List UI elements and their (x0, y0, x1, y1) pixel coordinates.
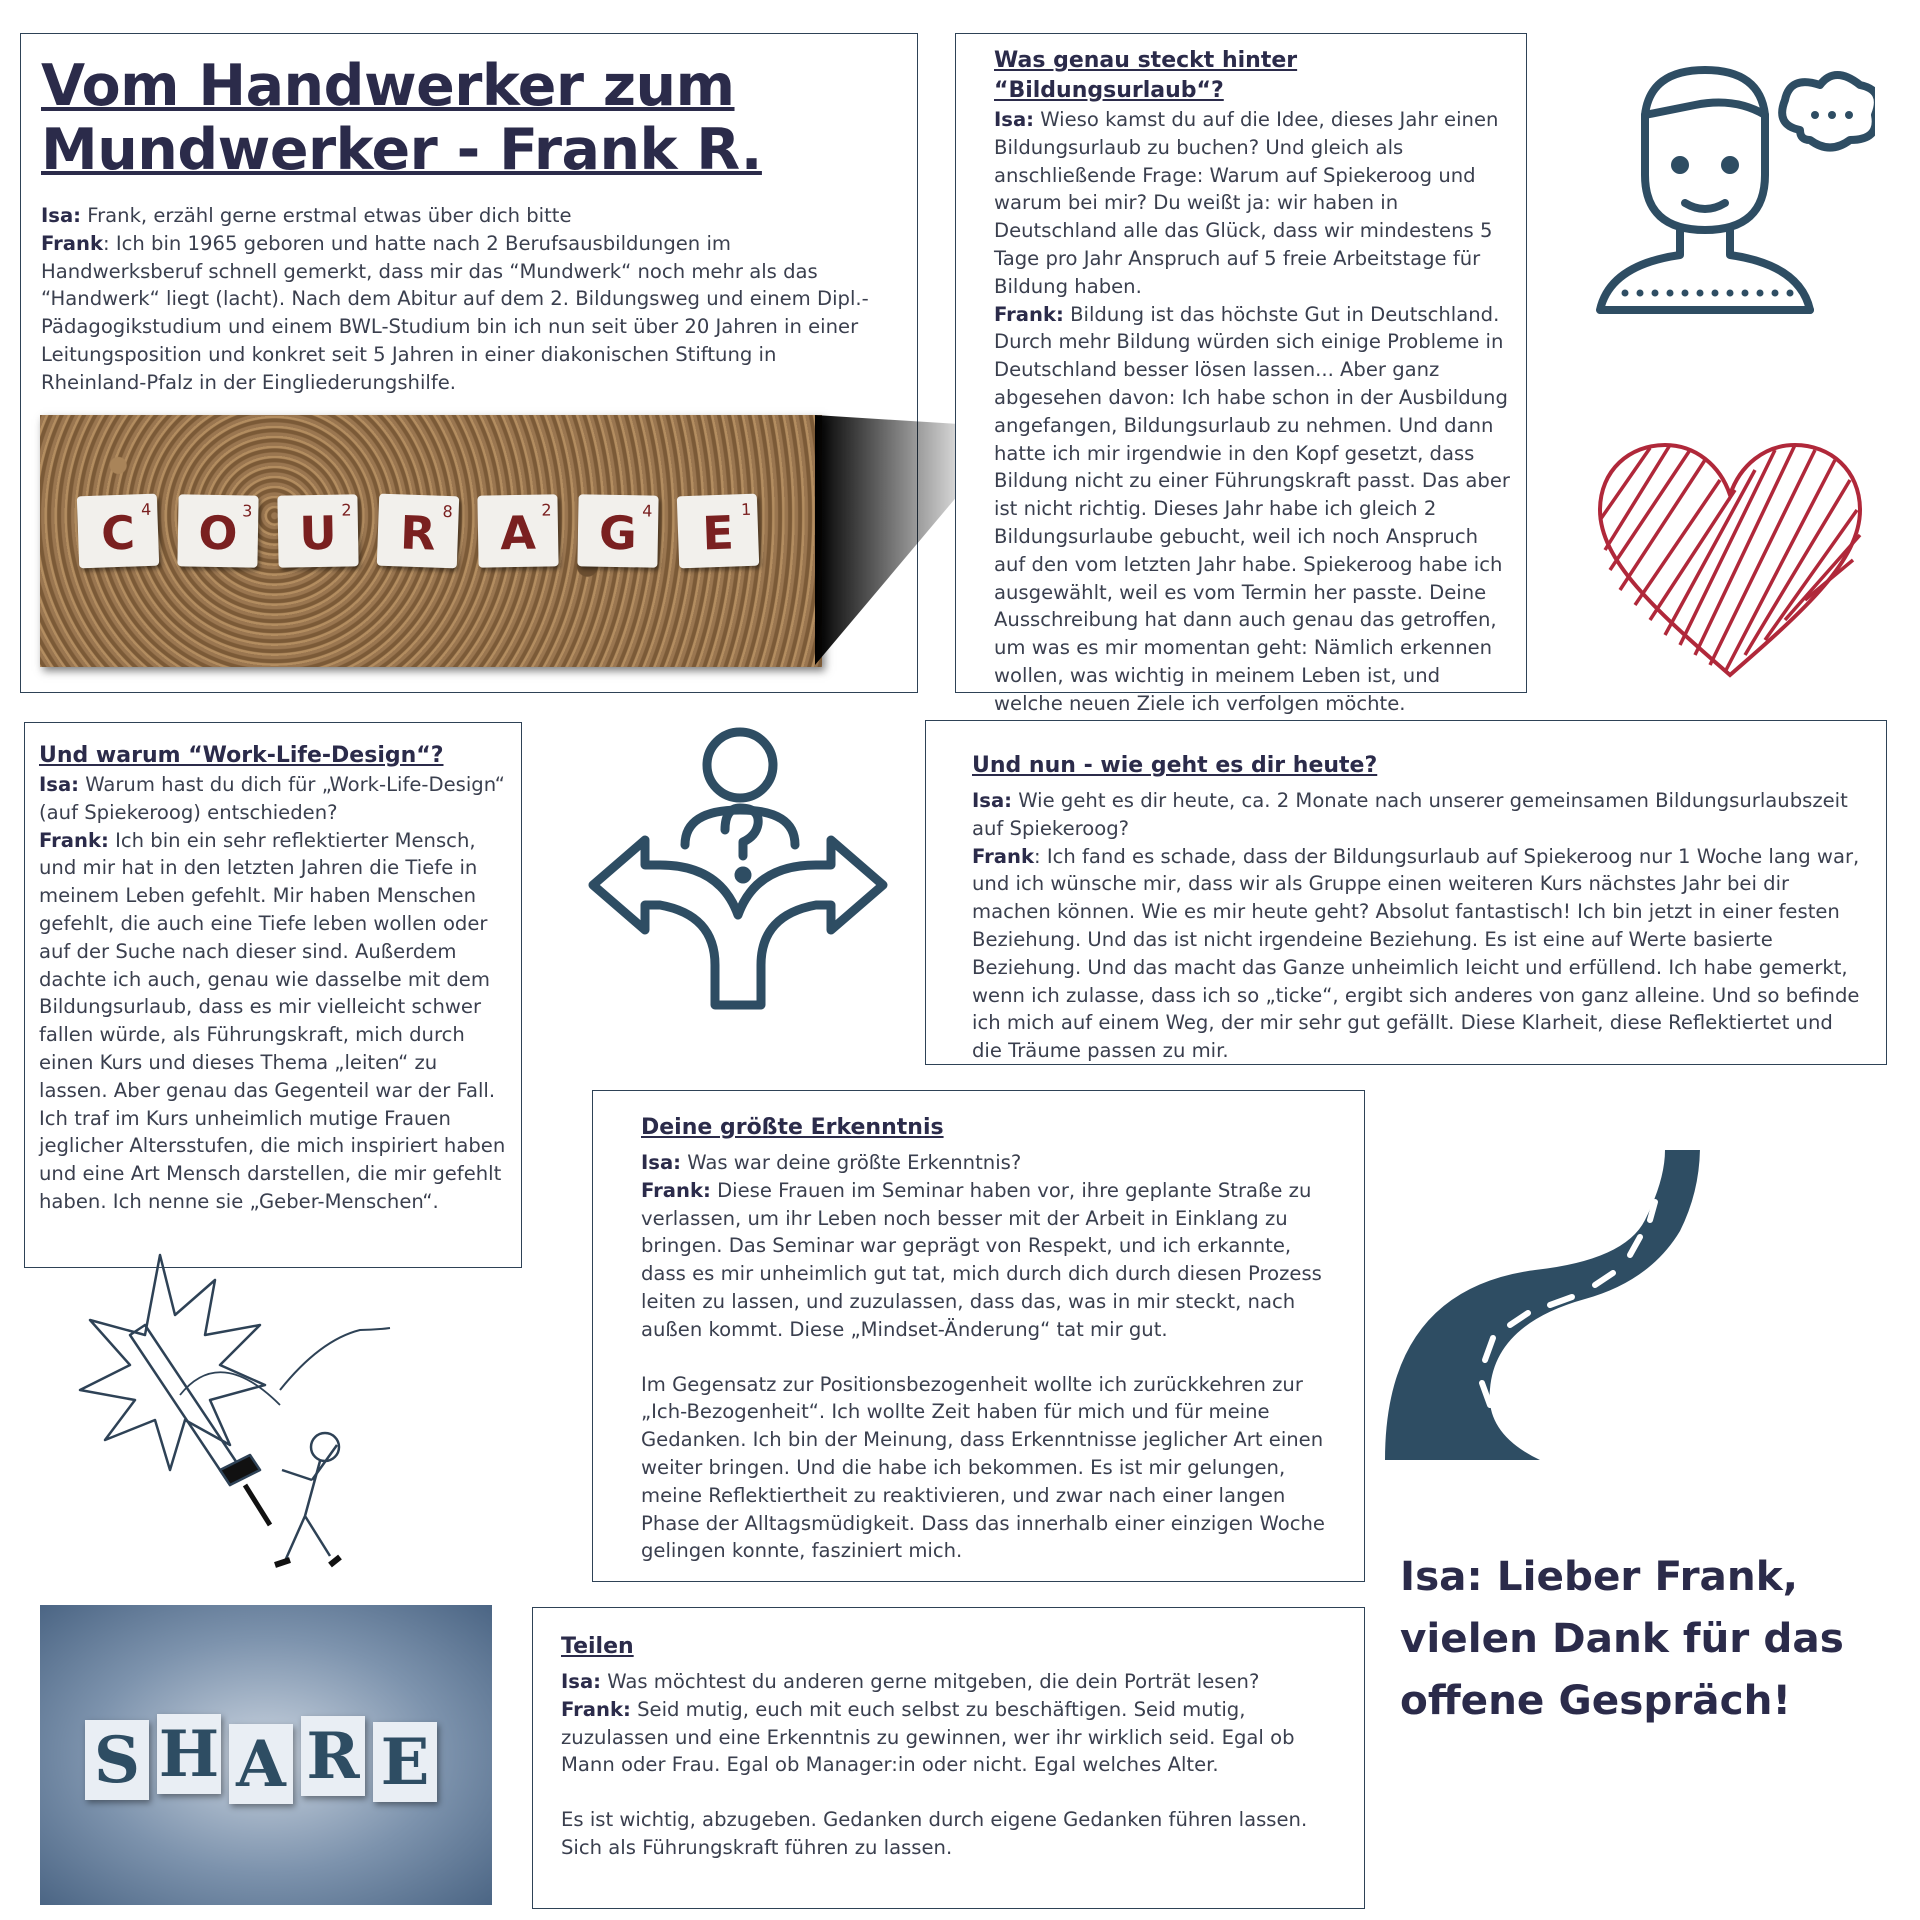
teilen-para2: Es ist wichtig, abzugeben. Gedanken durch eigene Gedanken führen lassen. Sich als Führungskraft führen zu lassen. (561, 1808, 1308, 1859)
sword-hero-icon (50, 1235, 400, 1585)
heute-heading: Und nun - wie geht es dir heute? (972, 753, 1378, 778)
courage-tile: A 2 (477, 494, 558, 567)
erkenntnis-text: Isa: Was war deine größte Erkenntnis? Frank: Diese Frauen im Seminar haben vor, ihre geplante Straße zu verlassen, um ihr Leben noch besser mit der Arbeit in Einklang zu bringen. Das Seminar war geprägt von Respekt, und ich erkannte, dass es mir unheimlich gut tat, mich durch dich durch diesen Prozess leiten zu lassen, und zuzulassen, dass das, was in mir steckt, nach außen kommt. Diese „Mindset-Änderung“ tat mir gut. (641, 1151, 1322, 1341)
teilen-text: Isa: Was möchtest du anderen gerne mitgeben, die dein Porträt lesen? Frank: Seid mutig, euch mit euch selbst zu beschäftigen. Seid mutig, zuzulassen und eine Erkenntnis zu gewinnen, wer ihr wirklich seid. Egal ob Mann oder Frau. Egal ob Manager:in oder nicht. Egal welches Alter. (561, 1670, 1295, 1777)
shadow-wedge (815, 415, 975, 670)
courage-tile: G 4 (577, 494, 658, 567)
bildungsurlaub-heading: Was genau steckt hinter “Bildungsurlaub“? (994, 48, 1298, 103)
share-letter: S (85, 1720, 149, 1800)
closing-message: Isa: Lieber Frank, vielen Dank für das offene Gespräch! (1400, 1552, 1844, 1724)
decision-arrows-icon (585, 725, 895, 1010)
share-letter: H (157, 1714, 221, 1794)
worklife-panel (24, 722, 522, 1268)
intro-text: Isa: Frank, erzähl gerne erstmal etwas über dich bitte Frank: Ich bin 1965 geboren und hatte nach 2 Berufsausbildungen im Handwerksberuf schnell gemerkt, dass mir das “Mundwerk“ noch mehr als das “Handwerk“ liegt (lacht). Nach dem Abitur auf dem 2. Bildungsweg und einem Dipl.-Pädagogikstudium und einem BWL-Studium bin ich nun seit über 20 Jahren in einer Leitungsposition und konkret seit 5 Jahren in einer diakonischen Stiftung in Rheinland-Pfalz in der Eingliederungshilfe. (41, 204, 869, 394)
erkenntnis-heading: Deine größte Erkenntnis (641, 1115, 944, 1140)
courage-tile: O 3 (177, 494, 258, 567)
bildungsurlaub-panel (955, 33, 1527, 715)
person-thinking-icon (1595, 55, 1875, 325)
worklife-text: Isa: Warum hast du dich für „Work-Life-Design“ (auf Spiekeroog) entschieden? Frank: Ich bin ein sehr reflektierter Mensch, und mir hat in den letzten Jahren die Tiefe in meinem Leben gefehlt. Mir haben Menschen gefehlt, die auch eine Tiefe leben wollen oder auf der Suche nach dieser sind. Außerdem dachte ich auch, genau wie dasselbe mit dem Bildungsurlaub, dass es mir vielleicht schwer fallen würde, als Führungskraft, mich durch einen Kurs und dieses Thema „leiten“ zu lassen. Aber genau das Gegenteil war der Fall. Ich traf im Kurs unheimlich mutige Frauen jeglicher Altersstufen, die mich inspiriert haben und eine Art Mensch darstellen, die mir gefehlt haben. Ich nenne sie „Geber-Menschen“. (39, 773, 506, 1213)
share-letter: A (229, 1724, 293, 1804)
courage-tile: U 2 (277, 494, 358, 567)
teilen-heading: Teilen (561, 1634, 634, 1659)
courage-image (40, 415, 822, 667)
share-image (40, 1605, 492, 1905)
erkenntnis-panel (592, 1090, 1365, 1582)
heart-icon (1595, 440, 1865, 690)
courage-tile: E 1 (677, 494, 759, 569)
teilen-panel (532, 1607, 1365, 1909)
share-letter: R (301, 1716, 365, 1796)
road-icon (1385, 1150, 1785, 1460)
erkenntnis-para2: Im Gegensatz zur Positionsbezogenheit wollte ich zurückkehren zur „Ich-Bezogenheit“. Ich wollte Zeit haben für mich und für meine Gedanken. Ich bin der Meinung, dass Erkenntnisse jeglicher Art einen weiter bringen. Und die habe ich bekommen. Es ist mir gelungen, meine Reflektiertheit zu reaktivieren, und zwar nach einer langen Phase der Alltagsmüdigkeit. Dass das innerhalb einer einzigen Woche gelingen konnte, fasziniert mich. (641, 1372, 1325, 1563)
worklife-heading: Und warum “Work-Life-Design“? (39, 743, 444, 768)
heute-text: Isa: Wie geht es dir heute, ca. 2 Monate nach unserer gemeinsamen Bildungsurlaubszeit auf Spiekeroog? Frank: Ich fand es schade, dass der Bildungsurlaub auf Spiekeroog nur 1 Woche lang war, und ich wünsche mir, dass wir als Gruppe einen weiteren Kurs nächstes Jahr bei dir machen können. Wie es mir heute geht? Absolut fantastisch! Ich bin jetzt in einer festen Beziehung. Und das ist nicht irgendeine Beziehung. Es ist eine auf Werte basierte Beziehung. Und das macht das Ganze unheimlich leicht und erfüllend. Ich habe gemerkt, wenn ich zulasse, dass ich so „ticke“, ergibt sich anderes von ganz alleine. Und so befinde ich mich auf einem Weg, der mir sehr gut gefällt. Diese Klarheit, diese Reflektiertet und die Träume passen zu mir. (972, 789, 1860, 1063)
share-letter: E (373, 1722, 437, 1802)
page-title: Vom Handwerker zum Mundwerker - Frank R. (41, 53, 762, 183)
courage-tile: R 8 (377, 494, 459, 569)
heute-panel (925, 720, 1887, 1065)
bildungsurlaub-text: Isa: Wieso kamst du auf die Idee, dieses Jahr einen Bildungsurlaub zu buchen? Und gleich als anschließende Frage: Warum auf Spiekeroog und warum bei mir? Du weißt ja: wir haben in Deutschland alle das Glück, dass wir mindestens 5 Tage pro Jahr Anspruch auf 5 freie Arbeitstage für Bildung haben. Frank: Bildung ist das höchste Gut in Deutschland. Durch mehr Bildung würden sich einige Probleme in Deutschland besser lösen lassen... Aber ganz abgesehen davon: Ich habe schon in der Ausbildung angefangen, Bildungsurlaub zu nehmen. Und dann hatte ich mir irgendwie in den Kopf gesetzt, dass Bildung nicht zu einer Führungskraft passt. Das aber ist nicht richtig. Dieses Jahr habe ich gleich 2 Bildungsurlaube gebucht, weil ich noch Anspruch auf den vom letzten Jahr habe. Spiekeroog habe ich ausgewählt, weil es vom Termin her passte. Deine Ausschreibung hat dann auch genau das getroffen, um was es mir momentan geht: Nämlich erkennen wollen, was wichtig in meinem Leben ist, und welche neuen Ziele ich verfolgen möchte. (994, 108, 1510, 715)
courage-tile: C 4 (77, 494, 159, 569)
